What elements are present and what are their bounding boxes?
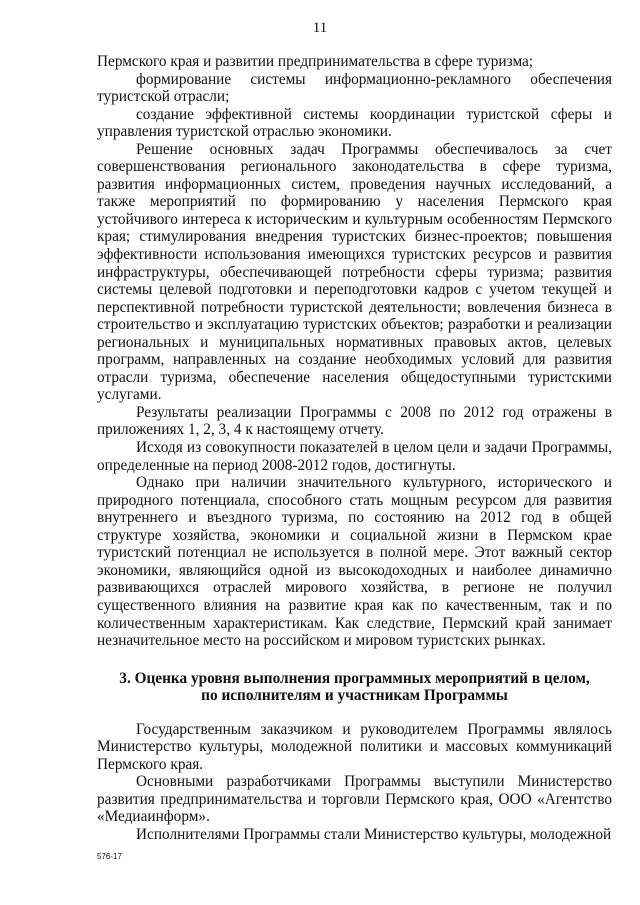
section-heading-line-1: 3. Оценка уровня выполнения программных мероприятий в целом, xyxy=(119,669,590,687)
section-heading xyxy=(97,670,612,705)
page-number: 11 xyxy=(312,20,328,36)
paragraph: Результаты реализации Программы с 2008 по 2012 год отражены в приложениях 1, 2, 3, 4 к настоящему отчету. xyxy=(97,403,612,439)
footer-code: 576-17 xyxy=(97,852,122,861)
document-body xyxy=(97,53,612,844)
paragraph: Однако при наличии значительного культурного, исторического и природного потенциала, способного стать мощным ресурсом для развития внутреннего и въездного туризма, по состоянию на 2012 год в общей структуре хозяйства, экономики и социальной жизни в Пермском крае туристский потенциал не используется в полной мере. Этот важный сектор экономики, являющийся одной из высокодоходных и наиболее динамично развивающихся отраслей мирового хозяйства, в регионе не получил существенного влияния на развитие края как по качественным, так и по количественным характеристикам. Как следствие, Пермский край занимает незначительное место на российском и мировом туристских рынках. xyxy=(97,474,612,650)
paragraph: Исполнителями Программы стали Министерство культуры, молодежной xyxy=(136,825,612,843)
paragraph: Решение основных задач Программы обеспечивалось за счет совершенствования регионального законодательства в сфере туризма, развития информационных систем, проведения научных исследований, а также мероприятий по формированию у населения Пермского края устойчивого интереса к историческим и культурным особенностям Пермского края; стимулирования внедрения туристских бизнес-проектов; повышения эффективности использования имеющихся туристских ресурсов и развития инфраструктуры, обеспечивающей потребности сферы туризма; развития системы целевой подготовки и переподготовки кадров с учетом текущей и перспективной потребности туристской деятельности; вовлечения бизнеса в строительство и эксплуатацию туристских объектов; разработки и реализации региональных и муниципальных нормативных правовых актов, целевых программ, направленных на создание необходимых условий для развития отрасли туризма, обеспечение населения общедоступными туристскими услугами. xyxy=(97,140,612,404)
paragraph: формирование системы информационно-рекламного обеспечения туристской отрасли; xyxy=(97,70,612,106)
paragraph: Основными разработчиками Программы выступили Министерство развития предпринимательства и торговли Пермского края, ООО «Агентство «Медиаинформ». xyxy=(97,773,612,826)
paragraph: Государственным заказчиком и руководителем Программы являлось Министерство культуры, молодежной политики и массовых коммуникаций Пермского края. xyxy=(97,720,612,773)
section-heading-line-2: по исполнителям и участникам Программы xyxy=(201,687,508,705)
paragraph: создание эффективной системы координации туристской сферы и управления туристской отраслью экономики. xyxy=(97,105,612,141)
paragraph: Пермского края и развитии предпринимательства в сфере туризма; xyxy=(97,53,534,70)
paragraph: Исходя из совокупности показателей в целом цели и задачи Программы, определенные на период 2008-2012 годов, достигнуты. xyxy=(97,439,612,474)
